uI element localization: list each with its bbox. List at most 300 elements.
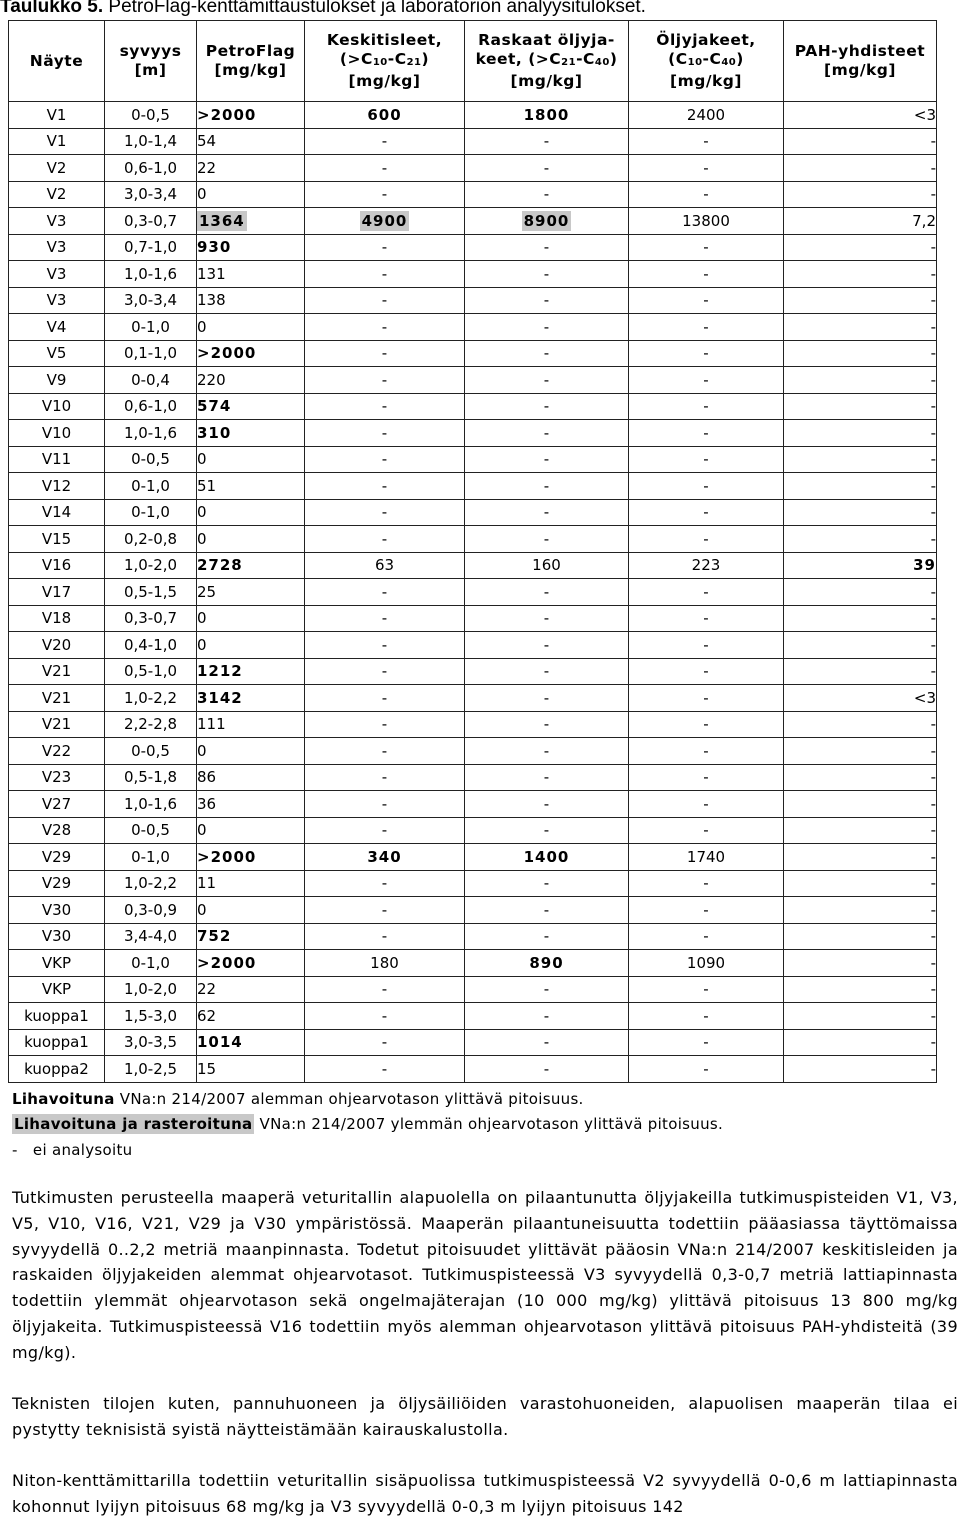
- cell-petroflag: 0: [197, 632, 305, 659]
- cell-petroflag: 15: [197, 1056, 305, 1083]
- cell-pah: -: [784, 526, 937, 553]
- cell-sample: VKP: [9, 950, 105, 977]
- cell-middle: -: [305, 579, 465, 606]
- cell-middle: 63: [305, 552, 465, 579]
- cell-depth: 1,0-2,2: [105, 870, 197, 897]
- cell-pah: 7,2: [784, 208, 937, 235]
- cell-oil: -: [629, 923, 784, 950]
- cell-depth: 2,2-2,8: [105, 711, 197, 738]
- cell-heavy: -: [465, 181, 629, 208]
- cell-oil: -: [629, 473, 784, 500]
- cell-sample: V30: [9, 923, 105, 950]
- cell-petroflag: 51: [197, 473, 305, 500]
- cell-depth: 1,0-2,5: [105, 1056, 197, 1083]
- cell-depth: 0,5-1,0: [105, 658, 197, 685]
- cell-depth: 0-1,0: [105, 473, 197, 500]
- cell-heavy: -: [465, 420, 629, 447]
- table-row: [9, 632, 937, 659]
- cell-petroflag: >2000: [197, 844, 305, 871]
- cell-middle: -: [305, 632, 465, 659]
- table-row: [9, 261, 937, 288]
- cell-oil: -: [629, 420, 784, 447]
- cell-pah: -: [784, 420, 937, 447]
- cell-petroflag: 138: [197, 287, 305, 314]
- cell-pah: <3: [784, 102, 937, 129]
- cell-oil: -: [629, 1056, 784, 1083]
- legend-bold: Lihavoituna VNa:n 214/2007 alemman ohjearvotason ylittävä pitoisuus.: [12, 1090, 584, 1108]
- cell-petroflag: 0: [197, 817, 305, 844]
- cell-depth: 1,0-1,4: [105, 128, 197, 155]
- cell-depth: 1,0-1,6: [105, 791, 197, 818]
- cell-oil: -: [629, 791, 784, 818]
- cell-sample: kuoppa2: [9, 1056, 105, 1083]
- cell-pah: -: [784, 950, 937, 977]
- cell-middle: -: [305, 473, 465, 500]
- table-row: [9, 473, 937, 500]
- cell-pah: -: [784, 314, 937, 341]
- table-row: [9, 711, 937, 738]
- table-row: [9, 579, 937, 606]
- cell-depth: 0,4-1,0: [105, 632, 197, 659]
- cell-depth: 1,0-2,2: [105, 685, 197, 712]
- cell-heavy: -: [465, 870, 629, 897]
- cell-depth: 0,5-1,5: [105, 579, 197, 606]
- cell-pah: -: [784, 844, 937, 871]
- table-body: [9, 102, 937, 1083]
- cell-middle: 180: [305, 950, 465, 977]
- cell-sample: V20: [9, 632, 105, 659]
- cell-heavy: -: [465, 605, 629, 632]
- cell-heavy: -: [465, 473, 629, 500]
- cell-heavy: -: [465, 817, 629, 844]
- cell-heavy: -: [465, 526, 629, 553]
- table-row: [9, 102, 937, 129]
- table-row: [9, 844, 937, 871]
- cell-petroflag: 22: [197, 155, 305, 182]
- cell-oil: -: [629, 632, 784, 659]
- cell-middle: -: [305, 1003, 465, 1030]
- cell-sample: V28: [9, 817, 105, 844]
- cell-heavy: -: [465, 976, 629, 1003]
- cell-sample: V10: [9, 420, 105, 447]
- cell-oil: -: [629, 976, 784, 1003]
- cell-sample: V21: [9, 711, 105, 738]
- header-pah: PAH-yhdisteet [mg/kg]: [784, 21, 937, 102]
- cell-heavy: -: [465, 764, 629, 791]
- cell-middle: -: [305, 1056, 465, 1083]
- legend-bold-shaded: Lihavoituna ja rasteroituna VNa:n 214/2007 ylemmän ohjearvotason ylittävä pitoisuus.: [14, 1115, 724, 1133]
- cell-pah: -: [784, 234, 937, 261]
- cell-oil: -: [629, 658, 784, 685]
- cell-pah: -: [784, 870, 937, 897]
- cell-petroflag: 131: [197, 261, 305, 288]
- header-middle-distillates: Keskitisleet, (>C10-C21) [mg/kg]: [305, 21, 465, 102]
- cell-pah: -: [784, 658, 937, 685]
- cell-middle: -: [305, 1029, 465, 1056]
- cell-middle: -: [305, 446, 465, 473]
- caption-text: PetroFlag-kenttämittaustulokset ja laboratorion analyysitulokset.: [103, 0, 646, 17]
- paragraph-findings: Tutkimusten perusteella maaperä veturitallin alapuolella on pilaantunutta öljyjakeilla tutkimuspisteiden V1, V3, V5, V10, V16, V21, V29 ja V30 ympäristössä. Maaperän pilaantuneisuutta todettiin pääasiassa täyttömaissa syvyydellä 0..2,2 metriä maanpinnasta. Todetut pitoisuudet ylittävät pääosin VNa:n 214/2007 keskitisleiden ja raskaiden öljyjakeiden alemmat ohjearvotasot. Tutkimuspisteessä V3 syvyydellä 0,3-0,7 metriä lattiapinnasta todettiin ylemmät ohjearvotason sekä ongelmajäterajan (10 000 mg/kg) ylittävä pitoisuus 13 800 mg/kg öljyjakeita. Tutkimuspisteessä V16 todettiin myös alemman ohjearvotason ylittävä pitoisuus PAH-yhdisteitä (39 mg/kg).: [12, 1188, 958, 1362]
- cell-pah: -: [784, 261, 937, 288]
- table-row: [9, 208, 937, 235]
- table-row: [9, 393, 937, 420]
- legend-not-analysed: - ei analysoitu: [12, 1141, 133, 1159]
- cell-depth: 0,2-0,8: [105, 526, 197, 553]
- table-row: [9, 976, 937, 1003]
- cell-heavy: -: [465, 791, 629, 818]
- cell-petroflag: 0: [197, 446, 305, 473]
- table-row: [9, 1056, 937, 1083]
- cell-heavy: 160: [465, 552, 629, 579]
- cell-heavy: 1400: [465, 844, 629, 871]
- cell-petroflag: 11: [197, 870, 305, 897]
- cell-pah: -: [784, 791, 937, 818]
- cell-oil: 223: [629, 552, 784, 579]
- cell-petroflag: 220: [197, 367, 305, 394]
- cell-petroflag: 930: [197, 234, 305, 261]
- cell-sample: V29: [9, 870, 105, 897]
- cell-pah: -: [784, 817, 937, 844]
- cell-sample: V22: [9, 738, 105, 765]
- cell-middle: -: [305, 526, 465, 553]
- cell-oil: 13800: [629, 208, 784, 235]
- cell-sample: V9: [9, 367, 105, 394]
- cell-pah: -: [784, 155, 937, 182]
- cell-middle: -: [305, 791, 465, 818]
- cell-heavy: -: [465, 923, 629, 950]
- cell-middle: -: [305, 817, 465, 844]
- cell-middle: -: [305, 605, 465, 632]
- cell-petroflag: 0: [197, 605, 305, 632]
- cell-heavy: -: [465, 897, 629, 924]
- cell-oil: -: [629, 128, 784, 155]
- cell-pah: -: [784, 738, 937, 765]
- cell-oil: -: [629, 870, 784, 897]
- table-row: [9, 764, 937, 791]
- paragraph-technical-rooms: Teknisten tilojen kuten, pannuhuoneen ja öljysäiliöiden varastohuoneiden, alapuolisen maaperän tilaa ei pystytty teknisistä syistä näytteistämään kairauskalustolla.: [12, 1394, 958, 1439]
- cell-oil: -: [629, 287, 784, 314]
- cell-petroflag: >2000: [197, 950, 305, 977]
- header-sample: Näyte: [9, 21, 105, 102]
- cell-depth: 0-0,5: [105, 738, 197, 765]
- caption-label: Taulukko 5.: [0, 0, 104, 17]
- cell-sample: V18: [9, 605, 105, 632]
- table-row: [9, 605, 937, 632]
- header-row: [9, 21, 937, 102]
- cell-heavy: -: [465, 579, 629, 606]
- cell-heavy: -: [465, 711, 629, 738]
- cell-heavy: -: [465, 234, 629, 261]
- cell-middle: -: [305, 393, 465, 420]
- cell-middle: -: [305, 287, 465, 314]
- cell-oil: -: [629, 1003, 784, 1030]
- cell-sample: kuoppa1: [9, 1029, 105, 1056]
- table-row: [9, 870, 937, 897]
- cell-heavy: -: [465, 261, 629, 288]
- cell-middle: -: [305, 976, 465, 1003]
- results-table: [8, 20, 937, 1083]
- cell-sample: V14: [9, 499, 105, 526]
- cell-petroflag: 54: [197, 128, 305, 155]
- cell-oil: 1090: [629, 950, 784, 977]
- cell-middle: -: [305, 261, 465, 288]
- cell-depth: 3,4-4,0: [105, 923, 197, 950]
- cell-depth: 1,5-3,0: [105, 1003, 197, 1030]
- cell-depth: 3,0-3,5: [105, 1029, 197, 1056]
- cell-heavy: -: [465, 287, 629, 314]
- cell-pah: -: [784, 897, 937, 924]
- cell-petroflag: 1014: [197, 1029, 305, 1056]
- cell-pah: -: [784, 1029, 937, 1056]
- cell-petroflag: 0: [197, 526, 305, 553]
- cell-sample: V21: [9, 685, 105, 712]
- cell-depth: 0,3-0,9: [105, 897, 197, 924]
- table-row: [9, 950, 937, 977]
- cell-petroflag: 1364: [197, 208, 305, 235]
- cell-petroflag: 111: [197, 711, 305, 738]
- table-row: [9, 817, 937, 844]
- table-row: [9, 526, 937, 553]
- cell-sample: V2: [9, 155, 105, 182]
- cell-depth: 0-1,0: [105, 950, 197, 977]
- cell-pah: -: [784, 367, 937, 394]
- table-row: [9, 897, 937, 924]
- cell-depth: 0-0,4: [105, 367, 197, 394]
- cell-heavy: -: [465, 340, 629, 367]
- cell-pah: -: [784, 287, 937, 314]
- table-row: [9, 552, 937, 579]
- header-petroflag: PetroFlag [mg/kg]: [197, 21, 305, 102]
- table-row: [9, 420, 937, 447]
- cell-petroflag: 36: [197, 791, 305, 818]
- table-row: [9, 181, 937, 208]
- cell-depth: 0,1-1,0: [105, 340, 197, 367]
- cell-middle: 600: [305, 102, 465, 129]
- table-row: [9, 234, 937, 261]
- cell-petroflag: 0: [197, 314, 305, 341]
- cell-oil: -: [629, 367, 784, 394]
- header-heavy-fractions: Raskaat öljyja- keet, (>C21-C40) [mg/kg]: [465, 21, 629, 102]
- cell-depth: 1,0-1,6: [105, 261, 197, 288]
- cell-middle: -: [305, 870, 465, 897]
- cell-oil: 2400: [629, 102, 784, 129]
- cell-petroflag: 0: [197, 181, 305, 208]
- cell-oil: -: [629, 261, 784, 288]
- cell-sample: V27: [9, 791, 105, 818]
- cell-oil: -: [629, 393, 784, 420]
- cell-depth: 0-1,0: [105, 844, 197, 871]
- cell-petroflag: 0: [197, 897, 305, 924]
- table-row: [9, 658, 937, 685]
- cell-middle: -: [305, 420, 465, 447]
- cell-depth: 0-1,0: [105, 314, 197, 341]
- cell-petroflag: 2728: [197, 552, 305, 579]
- cell-sample: V23: [9, 764, 105, 791]
- cell-pah: <3: [784, 685, 937, 712]
- cell-pah: -: [784, 340, 937, 367]
- cell-sample: V16: [9, 552, 105, 579]
- cell-oil: -: [629, 897, 784, 924]
- cell-pah: -: [784, 579, 937, 606]
- cell-heavy: -: [465, 685, 629, 712]
- cell-heavy: -: [465, 393, 629, 420]
- cell-middle: 340: [305, 844, 465, 871]
- header-depth: syvyys [m]: [105, 21, 197, 102]
- table-row: [9, 923, 937, 950]
- cell-depth: 0,5-1,8: [105, 764, 197, 791]
- cell-middle: -: [305, 314, 465, 341]
- cell-sample: V2: [9, 181, 105, 208]
- table-row: [9, 314, 937, 341]
- table-row: [9, 791, 937, 818]
- cell-sample: V5: [9, 340, 105, 367]
- cell-middle: -: [305, 181, 465, 208]
- cell-pah: -: [784, 181, 937, 208]
- cell-sample: V1: [9, 102, 105, 129]
- cell-depth: 3,0-3,4: [105, 287, 197, 314]
- table-row: [9, 287, 937, 314]
- table-row: [9, 1003, 937, 1030]
- table-row: [9, 499, 937, 526]
- cell-pah: -: [784, 1056, 937, 1083]
- cell-middle: -: [305, 340, 465, 367]
- cell-pah: -: [784, 923, 937, 950]
- cell-heavy: -: [465, 314, 629, 341]
- paragraph-niton: Niton-kenttämittarilla todettiin veturitallin sisäpuolissa tutkimuspisteessä V2 syvyydellä 0-0,6 m lattiapinnasta kohonnut lyijyn pitoisuus 68 mg/kg ja V3 syvyydellä 0-0,3 m lyijyn pitoisuus 142: [12, 1471, 958, 1516]
- table-caption: [0, 0, 646, 18]
- cell-pah: -: [784, 128, 937, 155]
- cell-pah: -: [784, 393, 937, 420]
- cell-depth: 0,3-0,7: [105, 208, 197, 235]
- cell-petroflag: 752: [197, 923, 305, 950]
- cell-sample: V17: [9, 579, 105, 606]
- cell-heavy: -: [465, 367, 629, 394]
- cell-sample: V11: [9, 446, 105, 473]
- cell-depth: 1,0-2,0: [105, 552, 197, 579]
- table-row: [9, 446, 937, 473]
- cell-oil: -: [629, 181, 784, 208]
- cell-heavy: -: [465, 1029, 629, 1056]
- cell-depth: 0-0,5: [105, 102, 197, 129]
- cell-depth: 0,3-0,7: [105, 605, 197, 632]
- cell-pah: -: [784, 764, 937, 791]
- cell-depth: 0,6-1,0: [105, 393, 197, 420]
- cell-sample: V3: [9, 287, 105, 314]
- cell-petroflag: 22: [197, 976, 305, 1003]
- cell-oil: -: [629, 155, 784, 182]
- cell-sample: V3: [9, 261, 105, 288]
- cell-petroflag: 1212: [197, 658, 305, 685]
- cell-sample: V30: [9, 897, 105, 924]
- cell-heavy: -: [465, 499, 629, 526]
- cell-heavy: 8900: [465, 208, 629, 235]
- table-row: [9, 340, 937, 367]
- cell-middle: -: [305, 711, 465, 738]
- cell-sample: V3: [9, 234, 105, 261]
- cell-petroflag: 86: [197, 764, 305, 791]
- cell-middle: -: [305, 234, 465, 261]
- cell-middle: -: [305, 685, 465, 712]
- table-row: [9, 1029, 937, 1056]
- cell-depth: 1,0-1,6: [105, 420, 197, 447]
- cell-middle: -: [305, 738, 465, 765]
- cell-oil: -: [629, 738, 784, 765]
- cell-middle: -: [305, 923, 465, 950]
- cell-petroflag: 0: [197, 738, 305, 765]
- cell-petroflag: 574: [197, 393, 305, 420]
- cell-sample: V12: [9, 473, 105, 500]
- cell-sample: V10: [9, 393, 105, 420]
- cell-pah: 39: [784, 552, 937, 579]
- cell-petroflag: 3142: [197, 685, 305, 712]
- table-row: [9, 738, 937, 765]
- cell-depth: 0-0,5: [105, 446, 197, 473]
- table-row: [9, 155, 937, 182]
- cell-depth: 1,0-2,0: [105, 976, 197, 1003]
- cell-oil: -: [629, 314, 784, 341]
- cell-depth: 0,6-1,0: [105, 155, 197, 182]
- cell-petroflag: >2000: [197, 340, 305, 367]
- cell-pah: -: [784, 1003, 937, 1030]
- cell-petroflag: 25: [197, 579, 305, 606]
- cell-sample: V15: [9, 526, 105, 553]
- cell-pah: -: [784, 711, 937, 738]
- cell-pah: -: [784, 446, 937, 473]
- cell-middle: -: [305, 367, 465, 394]
- cell-oil: -: [629, 446, 784, 473]
- cell-oil: -: [629, 685, 784, 712]
- cell-sample: V3: [9, 208, 105, 235]
- cell-heavy: -: [465, 128, 629, 155]
- cell-oil: -: [629, 711, 784, 738]
- cell-heavy: -: [465, 658, 629, 685]
- cell-middle: 4900: [305, 208, 465, 235]
- cell-middle: -: [305, 658, 465, 685]
- cell-oil: -: [629, 579, 784, 606]
- cell-heavy: 890: [465, 950, 629, 977]
- cell-oil: -: [629, 1029, 784, 1056]
- cell-sample: VKP: [9, 976, 105, 1003]
- cell-pah: -: [784, 499, 937, 526]
- cell-heavy: -: [465, 632, 629, 659]
- table-row: [9, 367, 937, 394]
- table-row: [9, 685, 937, 712]
- cell-petroflag: >2000: [197, 102, 305, 129]
- cell-middle: -: [305, 499, 465, 526]
- cell-sample: kuoppa1: [9, 1003, 105, 1030]
- cell-oil: -: [629, 340, 784, 367]
- cell-middle: -: [305, 128, 465, 155]
- cell-middle: -: [305, 764, 465, 791]
- cell-depth: 0-0,5: [105, 817, 197, 844]
- cell-oil: -: [629, 499, 784, 526]
- cell-pah: -: [784, 632, 937, 659]
- cell-petroflag: 62: [197, 1003, 305, 1030]
- cell-petroflag: 310: [197, 420, 305, 447]
- cell-sample: V1: [9, 128, 105, 155]
- cell-pah: -: [784, 473, 937, 500]
- cell-heavy: 1800: [465, 102, 629, 129]
- cell-heavy: -: [465, 446, 629, 473]
- cell-heavy: -: [465, 1003, 629, 1030]
- cell-oil: -: [629, 605, 784, 632]
- cell-depth: 0-1,0: [105, 499, 197, 526]
- cell-pah: -: [784, 605, 937, 632]
- cell-oil: -: [629, 764, 784, 791]
- header-oil-fractions: Öljyjakeet, (C10-C40) [mg/kg]: [629, 21, 784, 102]
- cell-middle: -: [305, 155, 465, 182]
- cell-oil: 1740: [629, 844, 784, 871]
